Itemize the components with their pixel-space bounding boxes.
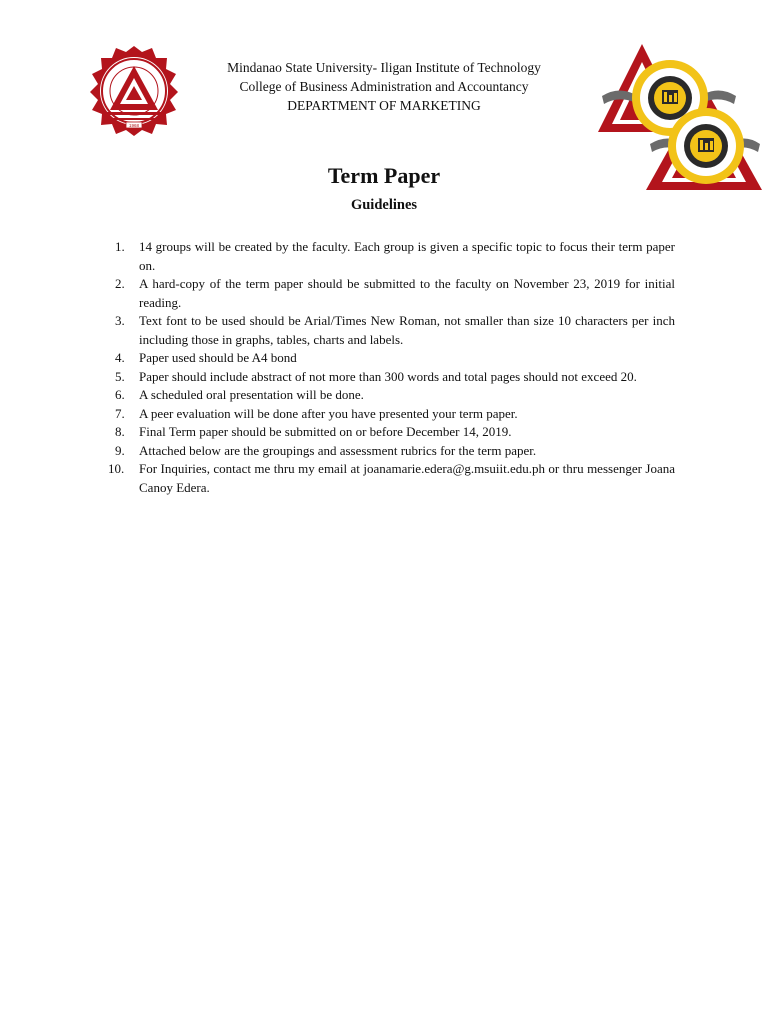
guideline-item: 1. 14 groups will be created by the faculty. Each group is given a specific topic to focus their term paper on. xyxy=(115,239,675,273)
seal-year-text: 1968 xyxy=(128,123,140,128)
inquiries-text: For Inquiries, contact me thru my email at joanamarie.edera@g.msuiit.edu.ph or thru messenger Joana Canoy Edera. xyxy=(139,461,675,495)
guideline-item: 8. Final Term paper should be submitted on or before December 14, 2019. xyxy=(115,424,512,439)
msu-iit-seal-logo xyxy=(82,42,186,138)
institution-header xyxy=(184,58,584,115)
guideline-item: 2. A hard-copy of the term paper should be submitted to the faculty on November 23, 2019 for initial reading. xyxy=(115,276,675,310)
cbaa-seal-logo xyxy=(594,40,766,200)
guideline-item: 10. For Inquiries, contact me thru my email at joanamarie.edera@g.msuiit.edu.ph or thru messenger Joana Canoy Edera. xyxy=(108,461,675,495)
college-name: College of Business Administration and Accountancy xyxy=(239,79,529,94)
university-name: Mindanao State University- Iligan Institute of Technology xyxy=(227,60,541,75)
guideline-item: 5. Paper should include abstract of not more than 300 words and total pages should not exceed 20. xyxy=(115,368,637,384)
document-title: Term Paper xyxy=(327,163,441,188)
guideline-item: 9. Attached below are the groupings and assessment rubrics for the term paper. xyxy=(115,442,537,458)
document-subtitle: Guidelines xyxy=(350,197,418,213)
guidelines-list xyxy=(104,238,675,497)
guideline-item: 4. Paper used should be A4 bond xyxy=(115,350,297,365)
department-name: DEPARTMENT OF MARKETING xyxy=(287,98,481,113)
guideline-item: 6. A scheduled oral presentation will be done. xyxy=(115,387,364,402)
guideline-item: 3. Text font to be used should be Arial/Times New Roman, not smaller than size 10 characters per inch including those in graphs, tables, charts and labels. xyxy=(115,313,675,347)
guideline-item: 7. A peer evaluation will be done after you have presented your term paper. xyxy=(115,405,518,421)
